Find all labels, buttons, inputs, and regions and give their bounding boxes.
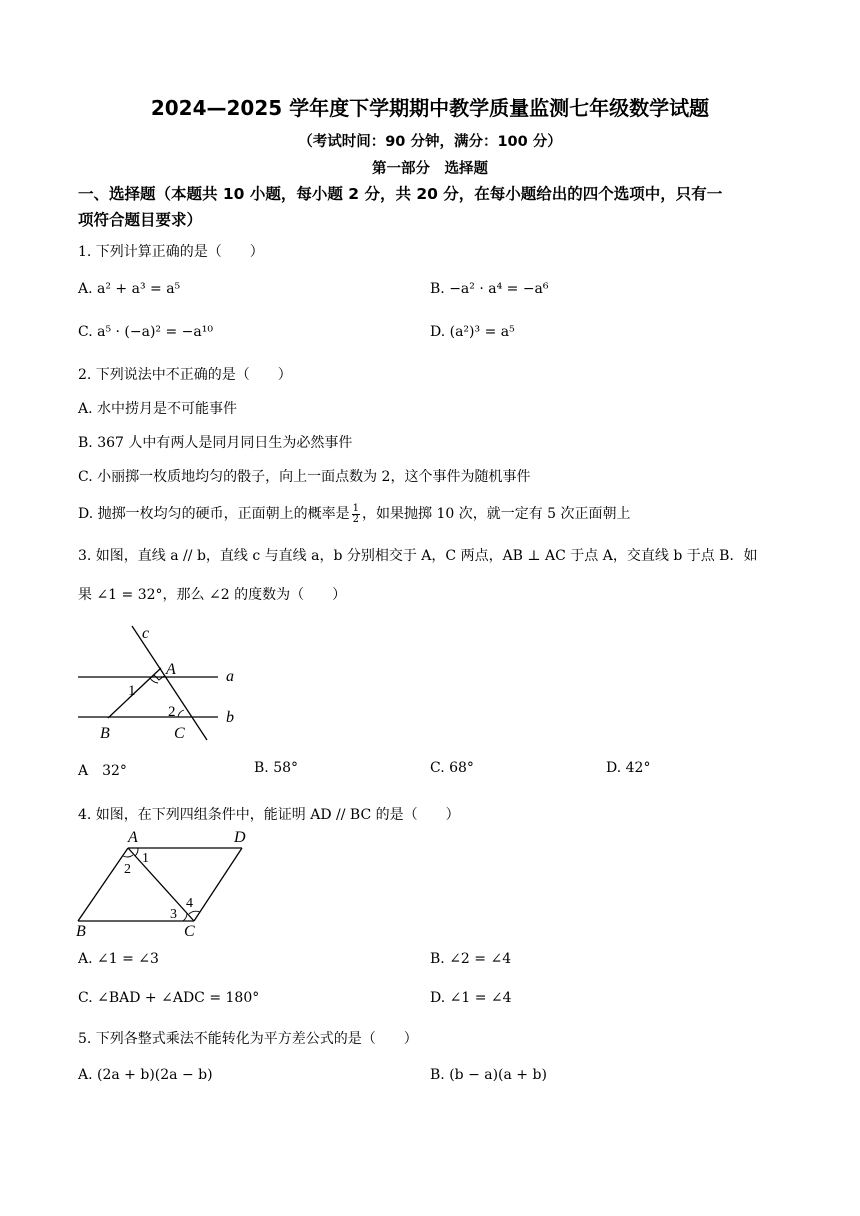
q5-option-b: B. (b − a)(a + b) xyxy=(430,1067,547,1083)
q3-option-d: D. 42° xyxy=(606,760,651,776)
exam-info: （考试时间：90 分钟，满分：100 分） xyxy=(298,134,562,150)
q2-option-d-text-post: ，如果抛掷 10 次，就一定有 5 次正面朝上 xyxy=(362,506,631,522)
label-point-a: A xyxy=(128,829,138,846)
fraction-denominator: 2 xyxy=(352,513,359,525)
q4-option-d: D. ∠1 = ∠4 xyxy=(430,990,512,1006)
label-point-b: B xyxy=(76,923,86,940)
q2-option-b: B. 367 人中有两人是同月同日生为必然事件 xyxy=(78,435,353,451)
q1-stem: 1. 下列计算正确的是（ ） xyxy=(78,244,264,260)
angle3-arc xyxy=(183,913,187,921)
q3-stem-line1: 3. 如图，直线 a // b，直线 c 与直线 a，b 分别相交于 A，C 两点，AB ⊥ AC 于点 A，交直线 b 于点 B．如 xyxy=(78,548,758,564)
q4-option-b: B. ∠2 = ∠4 xyxy=(430,951,512,967)
label-angle1: 1 xyxy=(142,851,149,866)
q5-stem: 5. 下列各整式乘法不能转化为平方差公式的是（ ） xyxy=(78,1031,418,1047)
angle2-arc xyxy=(178,710,184,717)
label-line-a: a xyxy=(226,668,234,685)
label-point-d: D xyxy=(234,829,246,846)
q3-figure xyxy=(70,618,250,748)
q3-option-b: B. 58° xyxy=(254,760,299,776)
label-angle3: 3 xyxy=(170,907,177,922)
section-heading-line1: 一、选择题（本题共 10 小题，每小题 2 分，共 20 分，在每小题给出的四个选项中，只有一 xyxy=(78,185,723,203)
q2-stem: 2. 下列说法中不正确的是（ ） xyxy=(78,367,292,383)
q5-option-a: A. (2a + b)(2a − b) xyxy=(78,1067,213,1083)
label-point-b: B xyxy=(100,725,110,742)
label-line-b: b xyxy=(226,709,234,726)
angle1-arc xyxy=(150,678,158,683)
angle2-arc xyxy=(123,855,133,857)
fraction-numerator: 1 xyxy=(352,502,359,514)
q1-option-d: D. (a²)³ = a⁵ xyxy=(430,324,515,340)
label-angle1: 1 xyxy=(128,683,136,699)
q3-stem-line2: 果 ∠1 = 32°，那么 ∠2 的度数为（ ） xyxy=(78,587,347,603)
q3-option-a: A 32° xyxy=(78,763,127,779)
q4-option-a: A. ∠1 = ∠3 xyxy=(78,951,159,967)
page-title: 2024—2025 学年度下学期期中教学质量监测七年级数学试题 xyxy=(150,96,710,120)
q2-option-d xyxy=(78,503,631,525)
section-heading-line2: 项符合题目要求） xyxy=(78,211,203,229)
label-angle2: 2 xyxy=(124,862,131,877)
label-angle4: 4 xyxy=(186,896,193,911)
label-point-c: C xyxy=(184,923,195,940)
q1-option-b: B. −a² · a⁴ = −a⁶ xyxy=(430,281,549,297)
q2-option-d-text-pre: D. 抛掷一枚均匀的硬币，正面朝上的概率是 xyxy=(78,506,350,522)
label-c: c xyxy=(142,625,150,642)
label-point-a: A xyxy=(166,661,176,678)
segment-ab xyxy=(78,848,128,921)
diagonal-ac xyxy=(128,848,194,921)
q4-figure xyxy=(70,826,260,942)
q2-option-c: C. 小丽掷一枚质地均匀的骰子，向上一面点数为 2，这个事件为随机事件 xyxy=(78,469,531,485)
q3-option-c: C. 68° xyxy=(430,760,474,776)
q4-stem: 4. 如图，在下列四组条件中，能证明 AD // BC 的是（ ） xyxy=(78,807,460,823)
q1-option-a: A. a² + a³ = a⁵ xyxy=(78,281,181,297)
angle1-arc xyxy=(135,848,138,856)
part-heading: 第一部分 选择题 xyxy=(372,161,488,177)
line-c xyxy=(132,626,207,740)
q4-option-c: C. ∠BAD + ∠ADC = 180° xyxy=(78,990,260,1006)
q2-option-a: A. 水中捞月是不可能事件 xyxy=(78,401,238,417)
segment-dc xyxy=(194,848,242,921)
fraction-one-half xyxy=(352,504,360,525)
q1-option-c: C. a⁵ · (−a)² = −a¹⁰ xyxy=(78,324,213,340)
label-angle2: 2 xyxy=(168,704,176,720)
label-point-c: C xyxy=(174,725,185,742)
